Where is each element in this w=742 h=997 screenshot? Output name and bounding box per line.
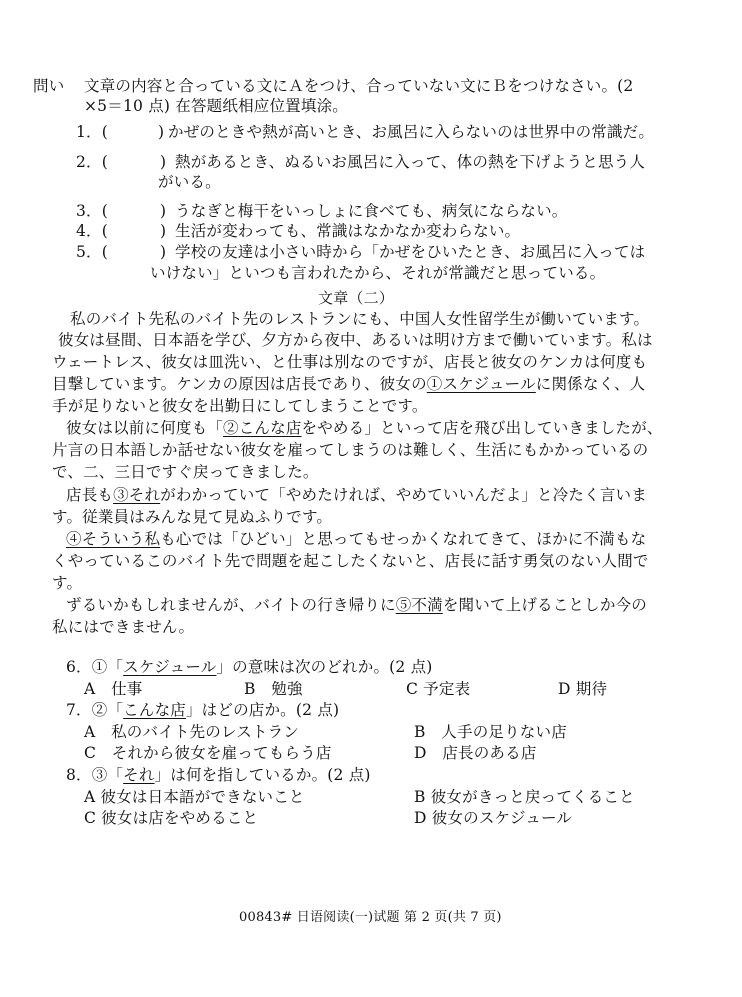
underlined-konna-mise: ②こんな店 — [223, 419, 302, 437]
item-2-text-line1: 熱があるとき、ぬるいお風呂に入って、体の熱を下げようと思う人 — [175, 153, 646, 171]
p1-line4-text-a: 目撃しています。ケンカの原因は店長であり、彼女の — [52, 375, 427, 393]
q7-rest: 」はどの店か。(2 点) — [185, 701, 340, 719]
paragraph-4-line-3: す。 — [52, 574, 83, 592]
item-1-number: 1．( — [76, 123, 109, 141]
item-4-paren-close: ) — [160, 222, 167, 240]
page-footer: 00843# 日语阅读(一)试题 第 2 页(共 7 页) — [239, 910, 502, 925]
question-6-stem — [66, 657, 433, 677]
q8-number: 8．③「 — [66, 766, 124, 784]
p1-line4-text-b: に関係なく、人 — [535, 375, 646, 393]
paragraph-1-line-3: ウェートレス、彼女は皿洗い、と仕事は別なのですが、店長と彼女のケンカは何度も — [52, 353, 648, 371]
instruction-line-2: ×5＝10 点) 在答题纸相应位置填涂。 — [84, 97, 348, 115]
q7-number: 7．②「 — [66, 701, 124, 719]
question-7-stem — [66, 700, 339, 720]
paragraph-1-line-5: 手が足りないと彼女を出勤日にしてしまうことです。 — [52, 397, 428, 415]
question-label: 問い — [33, 77, 65, 95]
paragraph-2-line-2: 片言の日本語しか話せない彼女を雇ってしまうのは難しく、生活にもかかっているの — [52, 441, 649, 459]
paragraph-4-line-2: くやっているこのバイト先で問題を起こしたくないと、店長に話す勇気のない人間で — [52, 552, 649, 570]
q8-word: それ — [123, 766, 155, 784]
q8-option-b: B 彼女がきっと戻ってくること — [414, 788, 635, 806]
paragraph-2-line-1 — [66, 418, 663, 438]
passage-title: 文章（二） — [318, 289, 395, 307]
q6-option-b: B 勉強 — [244, 680, 303, 698]
p5-line1-text-b: を聞いて上げることしか今の — [442, 596, 647, 614]
paragraph-2-line-3: で、二、三日ですぐ戻ってきました。 — [52, 463, 319, 481]
item-5-text-line1: 学校の友達は小さい時から「かぜをひいたとき、お風呂に入っては — [175, 243, 646, 261]
q6-option-a: A 仕事 — [84, 680, 143, 698]
q7-option-b: B 人手の足りない店 — [414, 723, 567, 741]
q6-word: スケジュール — [123, 658, 217, 676]
q6-number: 6．①「 — [66, 658, 124, 676]
q7-word: こんな店 — [123, 701, 186, 719]
paragraph-5-line-1 — [66, 595, 647, 615]
p4-line1-text-b: も心では「ひどい」と思ってもせっかくなれてきて、ほかに不満もな — [160, 530, 647, 548]
paragraph-3-line-1 — [66, 485, 647, 505]
item-4-number: 4．( — [76, 222, 109, 240]
paragraph-1-line-1: 私のバイト先私のバイト先のレストランにも、中国人女性留学生が働いています。 — [70, 310, 650, 328]
q8-option-d: D 彼女のスケジュール — [414, 809, 573, 827]
paragraph-5-line-2: 私にはできません。 — [52, 618, 195, 636]
q7-option-c: C それから彼女を雇ってもらう店 — [84, 744, 332, 762]
item-2-paren-close: ) — [160, 153, 167, 171]
item-5-paren-close: ) — [160, 243, 167, 261]
paragraph-3-line-2: す。従業員はみんな見て見ぬふりです。 — [52, 508, 333, 526]
underlined-schedule: ①スケジュール — [426, 375, 536, 393]
q7-option-a: A 私のバイト先のレストラン — [84, 723, 300, 741]
item-2-number: 2．( — [76, 153, 109, 171]
paragraph-1-line-4 — [52, 374, 645, 394]
paragraph-1-line-2: 彼女は昼間、日本語を学び、夕方から夜中、あるいは明け方まで働いています。私は — [58, 331, 653, 349]
item-4-text: 生活が変わっても、常識はなかなか変わらない。 — [175, 222, 521, 240]
q6-option-d: D 期待 — [558, 680, 608, 698]
item-1-paren-close: ) — [158, 123, 165, 141]
paragraph-4-line-1 — [66, 529, 646, 549]
item-2-text-line2: がいる。 — [158, 173, 221, 191]
q6-option-c: C 予定表 — [406, 680, 471, 698]
item-1-text: かぜのときや熱が高いとき、お風呂に入らないのは世界中の常識だ。 — [168, 123, 655, 141]
p2-line1-text-b: をやめる」といって店を飛び出していきましたが、 — [301, 419, 663, 437]
p2-line1-text-a: 彼女は以前に何度も「 — [66, 419, 224, 437]
q8-rest: 」は何を指しているか。(2 点) — [154, 766, 371, 784]
item-5-text-line2: いけない」といつも言われたから、それが常識だと思っている。 — [150, 264, 606, 282]
underlined-sore: ③それ — [113, 486, 161, 504]
q8-option-a: A 彼女は日本語ができないこと — [84, 788, 305, 806]
item-5-number: 5．( — [76, 243, 109, 261]
item-3-paren-close: ) — [160, 202, 167, 220]
p5-line1-text-a: ずるいかもしれませんが、バイトの行き帰りに — [66, 596, 396, 614]
underlined-fuman: ⑤不満 — [395, 596, 443, 614]
underlined-souiu-watashi: ④そういう私 — [66, 530, 161, 548]
instruction-line-1: 文章の内容と合っている文にＡをつけ、合っていない文にＢをつけなさい。(2 — [84, 77, 634, 95]
item-3-number: 3．( — [76, 202, 109, 220]
q7-option-d: D 店長のある店 — [414, 744, 537, 762]
q8-option-c: C 彼女は店をやめること — [84, 809, 259, 827]
q6-rest: 」の意味は次のどれか。(2 点) — [216, 658, 433, 676]
question-8-stem — [66, 765, 371, 785]
p3-line1-text-a: 店長も — [66, 486, 114, 504]
item-3-text: うなぎと梅干をいっしょに食べても、病気にならない。 — [175, 202, 568, 220]
p3-line1-text-b: がわかっていて「やめたければ、やめていいんだよ」と冷たく言いま — [160, 486, 647, 504]
